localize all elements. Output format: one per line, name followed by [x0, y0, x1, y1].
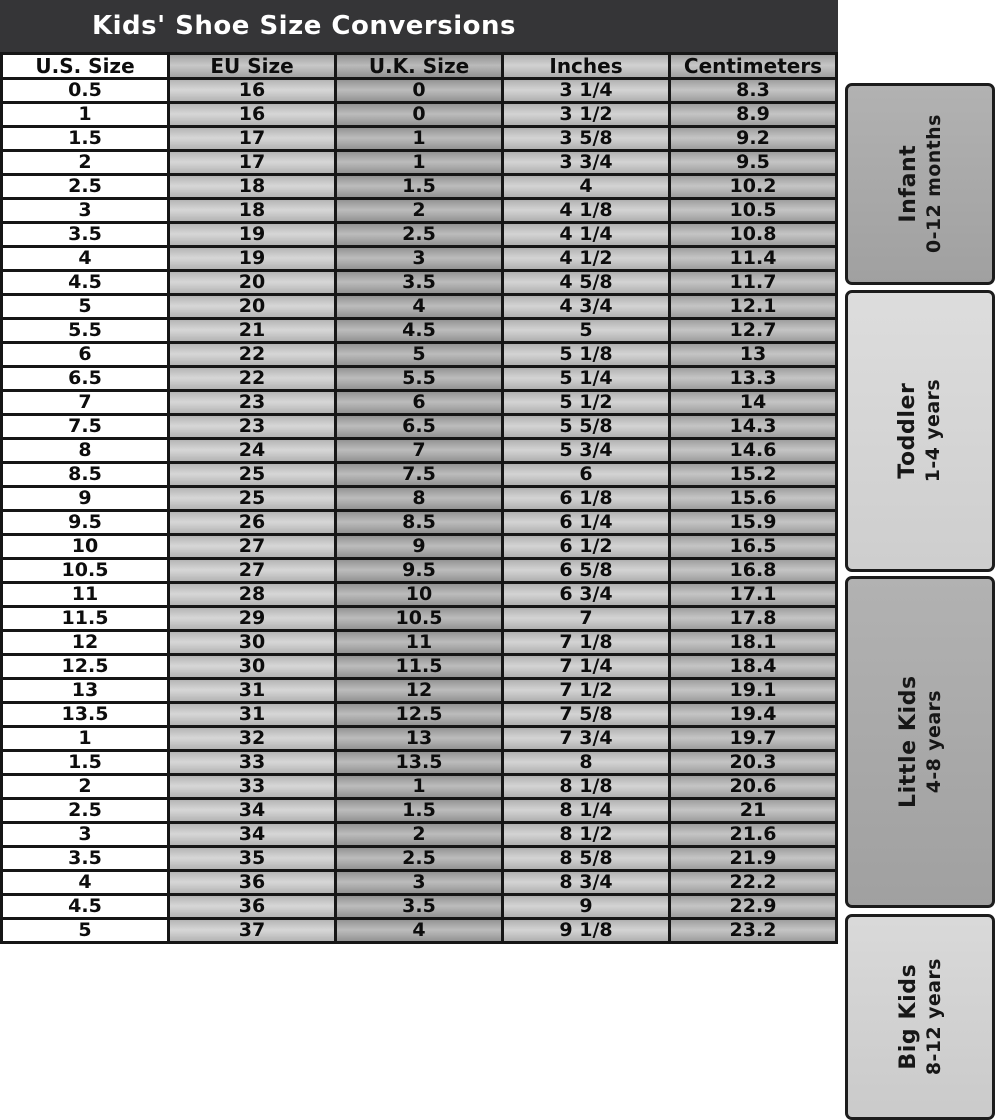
table-cell: 16: [169, 79, 336, 103]
table-cell: 15.6: [670, 487, 837, 511]
table-cell: 4 1/4: [503, 223, 670, 247]
table-row: [2, 175, 837, 199]
size-conversion-table: [0, 52, 838, 944]
table-cell: 17.8: [670, 607, 837, 631]
table-row: [2, 103, 837, 127]
table-cell: 8 1/8: [503, 775, 670, 799]
table-cell: 9 1/8: [503, 919, 670, 943]
table-row: [2, 151, 837, 175]
table-cell: 33: [169, 751, 336, 775]
table-cell: 19.1: [670, 679, 837, 703]
table-cell: 6 3/4: [503, 583, 670, 607]
table-cell: 3.5: [2, 223, 169, 247]
table-cell: 1.5: [336, 799, 503, 823]
table-cell: 17.1: [670, 583, 837, 607]
table-cell: 6.5: [336, 415, 503, 439]
table-cell: 37: [169, 919, 336, 943]
table-cell: 11.7: [670, 271, 837, 295]
table-cell: 18.1: [670, 631, 837, 655]
table-cell: 9.5: [2, 511, 169, 535]
table-cell: 6: [2, 343, 169, 367]
column-header-centimeters: Centimeters: [670, 54, 837, 79]
table-cell: 28: [169, 583, 336, 607]
table-cell: 11.5: [336, 655, 503, 679]
table-cell: 22.2: [670, 871, 837, 895]
table-row: [2, 511, 837, 535]
table-row: [2, 895, 837, 919]
table-row: [2, 463, 837, 487]
table-cell: 23: [169, 415, 336, 439]
table-cell: 2.5: [2, 799, 169, 823]
table-cell: 18: [169, 199, 336, 223]
table-cell: 5: [336, 343, 503, 367]
table-cell: 15.9: [670, 511, 837, 535]
table-cell: 3.5: [336, 271, 503, 295]
table-row: [2, 391, 837, 415]
table-cell: 10: [2, 535, 169, 559]
table-body: [2, 79, 837, 943]
age-group-toddler: [845, 290, 995, 572]
table-row: [2, 631, 837, 655]
table-cell: 7 3/4: [503, 727, 670, 751]
header-row: [2, 54, 837, 79]
table-row: [2, 271, 837, 295]
table-cell: 5.5: [336, 367, 503, 391]
table-cell: 8 1/4: [503, 799, 670, 823]
table-cell: 1.5: [2, 751, 169, 775]
table-cell: 8 3/4: [503, 871, 670, 895]
table-cell: 20: [169, 295, 336, 319]
chart-title: Kids' Shoe Size Conversions: [92, 11, 516, 41]
table-row: [2, 703, 837, 727]
table-cell: 11: [2, 583, 169, 607]
age-group-sidebar: [845, 0, 995, 1076]
table-cell: 15.2: [670, 463, 837, 487]
table-cell: 14.3: [670, 415, 837, 439]
table-cell: 2.5: [2, 175, 169, 199]
table-cell: 19: [169, 223, 336, 247]
table-row: [2, 607, 837, 631]
table-cell: 8 1/2: [503, 823, 670, 847]
column-header-inches: Inches: [503, 54, 670, 79]
table-cell: 31: [169, 703, 336, 727]
table-cell: 13.5: [2, 703, 169, 727]
table-cell: 34: [169, 823, 336, 847]
table-cell: 13: [2, 679, 169, 703]
table-row: [2, 559, 837, 583]
table-cell: 7: [2, 391, 169, 415]
table-cell: 6.5: [2, 367, 169, 391]
age-group-range: 8-12 years: [921, 958, 944, 1076]
age-group-range: 0-12 months: [921, 114, 944, 254]
table-cell: 8: [503, 751, 670, 775]
table-cell: 7 1/2: [503, 679, 670, 703]
table-cell: 4.5: [336, 319, 503, 343]
table-cell: 19.4: [670, 703, 837, 727]
table-cell: 29: [169, 607, 336, 631]
table-cell: 12.5: [336, 703, 503, 727]
table-cell: 3 1/2: [503, 103, 670, 127]
table-cell: 17: [169, 127, 336, 151]
table-cell: 27: [169, 559, 336, 583]
table-row: [2, 247, 837, 271]
age-group-big-kids: [845, 914, 995, 1120]
table-cell: 4 3/4: [503, 295, 670, 319]
table-cell: 36: [169, 895, 336, 919]
table-cell: 7 1/4: [503, 655, 670, 679]
table-row: [2, 439, 837, 463]
chart-title-bar: [0, 0, 838, 52]
table-row: [2, 679, 837, 703]
table-cell: 8.5: [2, 463, 169, 487]
table-cell: 3: [2, 823, 169, 847]
table-cell: 3: [336, 871, 503, 895]
table-cell: 10: [336, 583, 503, 607]
table-cell: 19.7: [670, 727, 837, 751]
table-cell: 4: [2, 247, 169, 271]
table-row: [2, 367, 837, 391]
table-cell: 5 1/2: [503, 391, 670, 415]
table-cell: 8.9: [670, 103, 837, 127]
table-cell: 13: [336, 727, 503, 751]
table-cell: 12: [336, 679, 503, 703]
table-cell: 5 5/8: [503, 415, 670, 439]
table-cell: 9.5: [670, 151, 837, 175]
table-cell: 20.3: [670, 751, 837, 775]
table-cell: 1: [336, 775, 503, 799]
table-cell: 4 5/8: [503, 271, 670, 295]
table-cell: 8 5/8: [503, 847, 670, 871]
table-row: [2, 487, 837, 511]
table-cell: 1: [2, 103, 169, 127]
table-cell: 5: [2, 295, 169, 319]
table-cell: 2.5: [336, 223, 503, 247]
table-cell: 7 5/8: [503, 703, 670, 727]
table-cell: 5 3/4: [503, 439, 670, 463]
table-cell: 18.4: [670, 655, 837, 679]
table-cell: 4 1/8: [503, 199, 670, 223]
table-cell: 3 5/8: [503, 127, 670, 151]
table-cell: 2: [336, 823, 503, 847]
table-cell: 1.5: [2, 127, 169, 151]
table-cell: 9: [503, 895, 670, 919]
table-cell: 22: [169, 343, 336, 367]
age-group-little-kids: [845, 576, 995, 908]
table-cell: 31: [169, 679, 336, 703]
table-cell: 0.5: [2, 79, 169, 103]
table-cell: 9.5: [336, 559, 503, 583]
table-cell: 19: [169, 247, 336, 271]
table-cell: 16: [169, 103, 336, 127]
table-cell: 10.5: [670, 199, 837, 223]
table-cell: 3 1/4: [503, 79, 670, 103]
table-cell: 2: [2, 775, 169, 799]
age-group-range: 1-4 years: [921, 379, 944, 483]
table-cell: 11: [336, 631, 503, 655]
table-row: [2, 799, 837, 823]
table-cell: 23: [169, 391, 336, 415]
table-cell: 7.5: [336, 463, 503, 487]
table-cell: 30: [169, 655, 336, 679]
table-cell: 34: [169, 799, 336, 823]
age-group-label: Infant: [895, 144, 921, 224]
table-cell: 21: [670, 799, 837, 823]
table-cell: 4.5: [2, 271, 169, 295]
table-cell: 3: [336, 247, 503, 271]
table-cell: 4: [336, 919, 503, 943]
table-cell: 12: [2, 631, 169, 655]
table-cell: 6: [503, 463, 670, 487]
table-row: [2, 535, 837, 559]
table-cell: 26: [169, 511, 336, 535]
table-cell: 3: [2, 199, 169, 223]
table-cell: 20: [169, 271, 336, 295]
table-cell: 25: [169, 463, 336, 487]
age-group-little-kids-text: [894, 676, 945, 809]
table-cell: 6 1/4: [503, 511, 670, 535]
table-cell: 5 1/4: [503, 367, 670, 391]
table-cell: 3.5: [336, 895, 503, 919]
table-row: [2, 871, 837, 895]
table-cell: 33: [169, 775, 336, 799]
table-cell: 5.5: [2, 319, 169, 343]
table-row: [2, 223, 837, 247]
table-cell: 6 1/8: [503, 487, 670, 511]
table-cell: 27: [169, 535, 336, 559]
age-group-label: Toddler: [895, 382, 921, 480]
age-group-label: Little Kids: [895, 675, 921, 809]
table-cell: 4 1/2: [503, 247, 670, 271]
table-cell: 3 3/4: [503, 151, 670, 175]
table-cell: 24: [169, 439, 336, 463]
table-row: [2, 295, 837, 319]
table-cell: 4.5: [2, 895, 169, 919]
age-group-range: 4-8 years: [921, 690, 944, 794]
table-row: [2, 655, 837, 679]
table-row: [2, 847, 837, 871]
table-row: [2, 583, 837, 607]
table-cell: 36: [169, 871, 336, 895]
table-cell: 8: [2, 439, 169, 463]
table-cell: 12.7: [670, 319, 837, 343]
table-row: [2, 919, 837, 943]
table-cell: 2.5: [336, 847, 503, 871]
table-cell: 21.9: [670, 847, 837, 871]
table-cell: 1: [336, 127, 503, 151]
table-cell: 8.3: [670, 79, 837, 103]
table-cell: 10.5: [336, 607, 503, 631]
age-group-label: Big Kids: [895, 964, 921, 1070]
table-cell: 14: [670, 391, 837, 415]
column-header-u-k-size: U.K. Size: [336, 54, 503, 79]
table-cell: 16.8: [670, 559, 837, 583]
table-cell: 5: [2, 919, 169, 943]
table-cell: 4: [503, 175, 670, 199]
table-row: [2, 79, 837, 103]
table-cell: 11.4: [670, 247, 837, 271]
table-cell: 6 5/8: [503, 559, 670, 583]
table-cell: 21: [169, 319, 336, 343]
age-group-toddler-text: [894, 379, 945, 482]
table-cell: 12.5: [2, 655, 169, 679]
table-cell: 10.2: [670, 175, 837, 199]
table-row: [2, 823, 837, 847]
table-cell: 7.5: [2, 415, 169, 439]
table-cell: 7 1/8: [503, 631, 670, 655]
table-cell: 1.5: [336, 175, 503, 199]
table-cell: 25: [169, 487, 336, 511]
table-cell: 0: [336, 103, 503, 127]
age-group-big-kids-text: [894, 959, 945, 1076]
table-cell: 7: [336, 439, 503, 463]
table-cell: 6 1/2: [503, 535, 670, 559]
table-cell: 1: [336, 151, 503, 175]
table-cell: 9: [336, 535, 503, 559]
table-row: [2, 415, 837, 439]
table-cell: 12.1: [670, 295, 837, 319]
table-cell: 9: [2, 487, 169, 511]
table-cell: 13: [670, 343, 837, 367]
table-row: [2, 199, 837, 223]
table-cell: 2: [2, 151, 169, 175]
table-cell: 35: [169, 847, 336, 871]
table-cell: 21.6: [670, 823, 837, 847]
table-cell: 17: [169, 151, 336, 175]
table-cell: 18: [169, 175, 336, 199]
table-cell: 20.6: [670, 775, 837, 799]
table-row: [2, 727, 837, 751]
table-cell: 22: [169, 367, 336, 391]
age-group-infant-text: [894, 115, 945, 254]
table-cell: 3.5: [2, 847, 169, 871]
table-cell: 13.3: [670, 367, 837, 391]
table-cell: 13.5: [336, 751, 503, 775]
table-cell: 14.6: [670, 439, 837, 463]
table-cell: 1: [2, 727, 169, 751]
table-cell: 5 1/8: [503, 343, 670, 367]
table-cell: 7: [503, 607, 670, 631]
table-cell: 30: [169, 631, 336, 655]
table-cell: 6: [336, 391, 503, 415]
column-header-eu-size: EU Size: [169, 54, 336, 79]
table-cell: 10.8: [670, 223, 837, 247]
table-cell: 8: [336, 487, 503, 511]
table-cell: 8.5: [336, 511, 503, 535]
age-group-infant: [845, 83, 995, 285]
table-row: [2, 775, 837, 799]
table-cell: 4: [336, 295, 503, 319]
table-row: [2, 751, 837, 775]
table-cell: 23.2: [670, 919, 837, 943]
table-row: [2, 127, 837, 151]
table-cell: 5: [503, 319, 670, 343]
column-header-u-s-size: U.S. Size: [2, 54, 169, 79]
table-cell: 22.9: [670, 895, 837, 919]
table-row: [2, 343, 837, 367]
table-cell: 32: [169, 727, 336, 751]
table-cell: 11.5: [2, 607, 169, 631]
table-cell: 0: [336, 79, 503, 103]
table-cell: 2: [336, 199, 503, 223]
table-cell: 10.5: [2, 559, 169, 583]
table-cell: 16.5: [670, 535, 837, 559]
table-cell: 9.2: [670, 127, 837, 151]
table-cell: 4: [2, 871, 169, 895]
table-row: [2, 319, 837, 343]
